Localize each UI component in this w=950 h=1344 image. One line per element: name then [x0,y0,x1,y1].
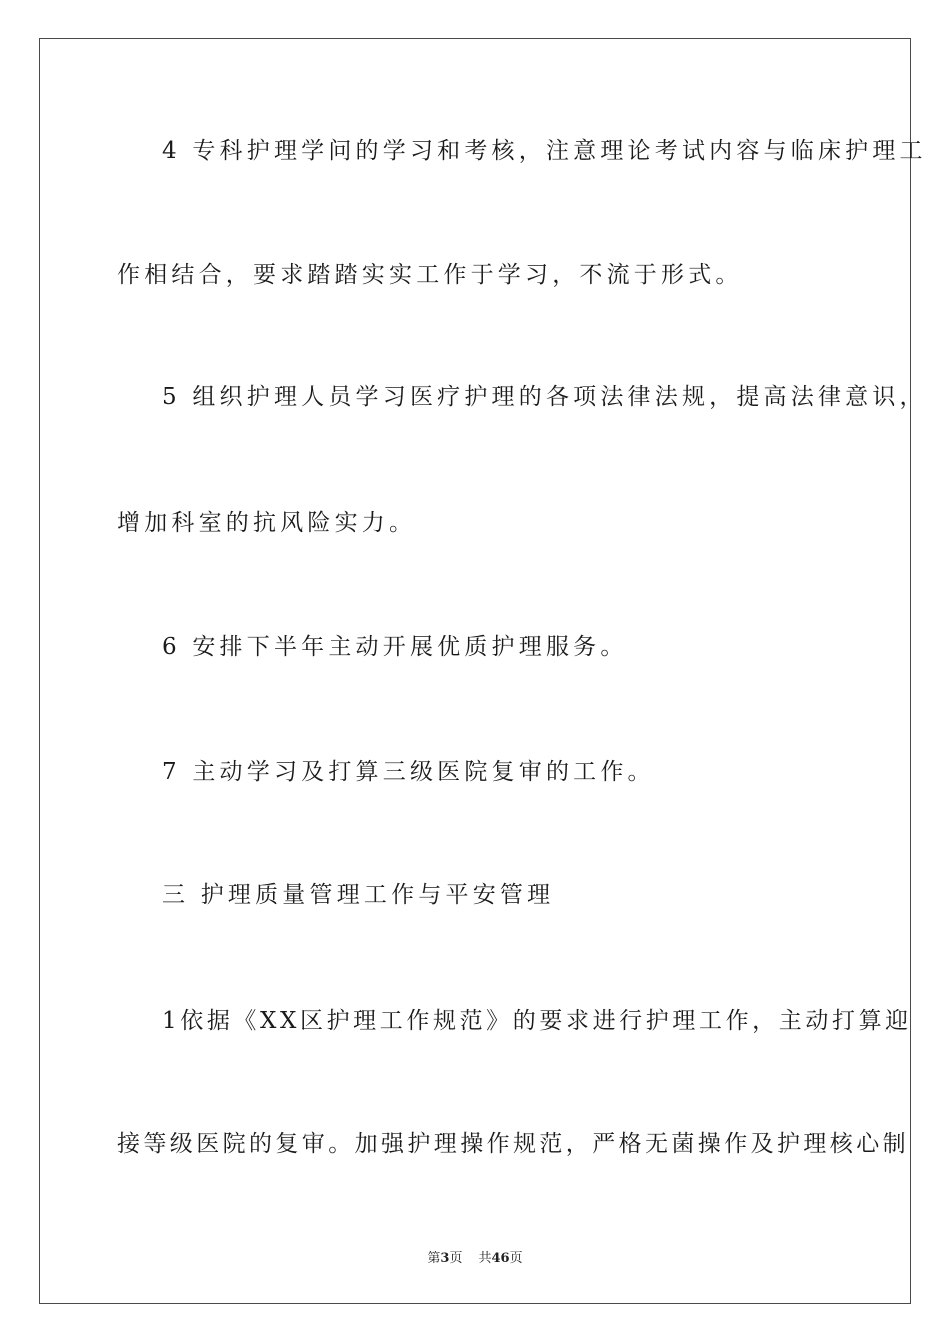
paragraph-8-line-1: 1依据《XX区护理工作规范》的要求进行护理工作，主动打算迎 [162,1008,912,1034]
section-heading-3: 三 护理质量管理工作与平安管理 [162,882,555,908]
paragraph-8-line-2: 接等级医院的复审。加强护理操作规范，严格无菌操作及护理核心制 [117,1131,909,1157]
page-footer [0,1247,950,1266]
paragraph-5-line-2: 增加科室的抗风险实力。 [117,510,417,536]
paragraph-7-line-1: 7 主动学习及打算三级医院复审的工作。 [162,759,655,785]
paragraph-4-line-1: 4 专科护理学问的学习和考核，注意理论考试内容与临床护理工 [162,138,927,164]
paragraph-5-line-1: 5 组织护理人员学习医疗护理的各项法律法规，提高法律意识， [162,384,927,410]
paragraph-6-line-1: 6 安排下半年主动开展优质护理服务。 [162,634,628,660]
paragraph-4-line-2: 作相结合，要求踏踏实实工作于学习，不流于形式。 [117,262,743,288]
page-border [39,38,911,1304]
footer-total-prefix: 共 [478,1251,492,1266]
footer-page-unit: 页 [449,1251,463,1266]
footer-total-pages: 46 [491,1251,510,1266]
footer-prefix: 第 [427,1251,441,1266]
footer-current-page: 3 [440,1251,450,1266]
footer-total-unit: 页 [509,1251,523,1266]
